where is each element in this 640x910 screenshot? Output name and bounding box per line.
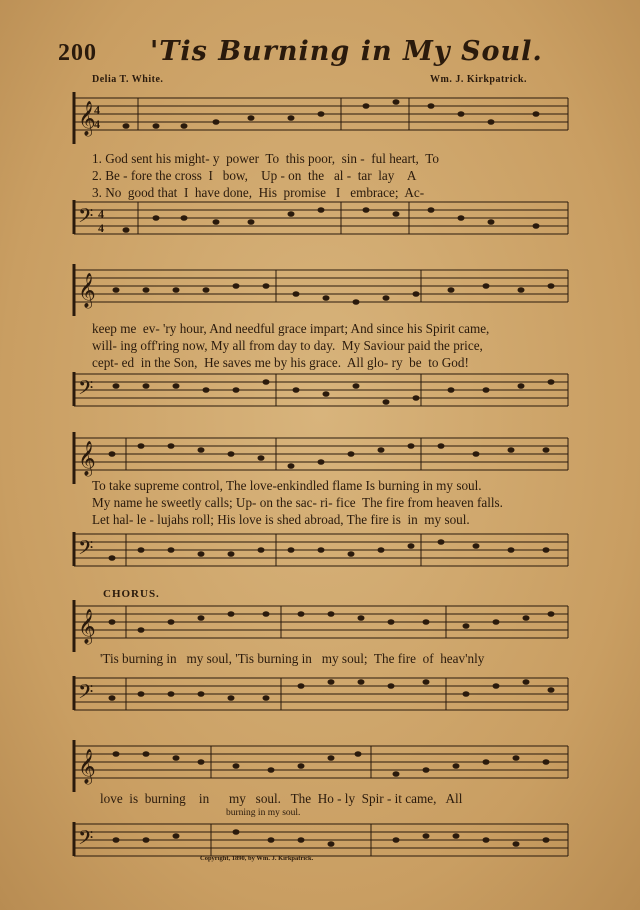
- treble-staff-system-2: [66, 264, 576, 316]
- verse-2-line: My name he sweetly calls; Up- on the sac- ri- fice The fire from heaven falls.: [92, 495, 503, 510]
- verse-lyrics-system-2: [92, 320, 562, 371]
- verse-3-line: 3. No good that I have done, His promise I embrace; Ac-: [92, 185, 425, 200]
- chorus-line-2: love is burning in my soul. The Ho - ly Spir - it came, All: [100, 791, 463, 806]
- verse-1-line: 1. God sent his might- y power To this poor, sin - ful heart, To: [92, 151, 439, 166]
- lyricist-credit: Delia T. White.: [92, 74, 164, 85]
- copyright-notice: Copyright, 1890, by Wm. J. Kirkpatrick.: [200, 855, 314, 862]
- chorus-bass-subtext: burning in my soul.: [226, 808, 301, 818]
- svg-text:𝄢: 𝄢: [78, 828, 94, 854]
- chorus-line-1: 'Tis burning in my soul, 'Tis burning in my soul; The fire of heav'nly: [100, 651, 485, 666]
- svg-text:𝄞: 𝄞: [78, 102, 96, 135]
- bass-staff-system-3: [66, 532, 576, 580]
- svg-text:4: 4: [98, 207, 104, 221]
- verse-lyrics-system-1: [92, 150, 562, 201]
- bass-staff-chorus-1: [66, 676, 576, 724]
- svg-text:𝄢: 𝄢: [78, 206, 94, 232]
- svg-text:4: 4: [94, 117, 100, 131]
- svg-text:𝄞: 𝄞: [78, 274, 96, 307]
- verse-lyrics-system-3: [92, 477, 562, 528]
- verse-3-line: cept- ed in the Son, He saves me by his grace. All glo- ry be to God!: [92, 355, 469, 370]
- treble-staff-chorus-2: [66, 740, 576, 792]
- chorus-lyrics-2: [100, 790, 570, 807]
- hymn-title: 'Tis Burning in My Soul.: [150, 36, 543, 67]
- verse-1-line: keep me ev- 'ry hour, And needful grace impart; And since his Spirit came,: [92, 321, 490, 336]
- chorus-label: CHORUS.: [103, 588, 160, 600]
- svg-text:𝄞: 𝄞: [78, 442, 96, 475]
- svg-text:4: 4: [98, 221, 104, 235]
- svg-text:𝄢: 𝄢: [78, 682, 94, 708]
- verse-2-line: will- ing off'ring now, My all from day to day. My Saviour paid the price,: [92, 338, 483, 353]
- treble-staff-chorus-1: [66, 600, 576, 652]
- svg-text:𝄢: 𝄢: [78, 378, 94, 404]
- svg-text:𝄢: 𝄢: [78, 538, 94, 564]
- bass-staff-system-1: [66, 200, 576, 248]
- bass-staff-system-2: [66, 372, 576, 420]
- svg-text:𝄞: 𝄞: [78, 610, 96, 643]
- svg-text:4: 4: [94, 103, 100, 117]
- bass-staff-chorus-2: [66, 822, 576, 870]
- treble-staff-system-1: [66, 92, 576, 144]
- verse-2-line: 2. Be - fore the cross I bow, Up - on the al - tar lay A: [92, 168, 417, 183]
- verse-1-line: To take supreme control, The love-enkindled flame Is burning in my soul.: [92, 478, 482, 493]
- verse-3-line: Let hal- le - lujahs roll; His love is shed abroad, The fire is in my soul.: [92, 512, 470, 527]
- page-number: 200: [58, 40, 97, 66]
- chorus-lyrics-1: [100, 650, 570, 667]
- composer-credit: Wm. J. Kirkpatrick.: [430, 74, 527, 85]
- svg-text:𝄞: 𝄞: [78, 750, 96, 783]
